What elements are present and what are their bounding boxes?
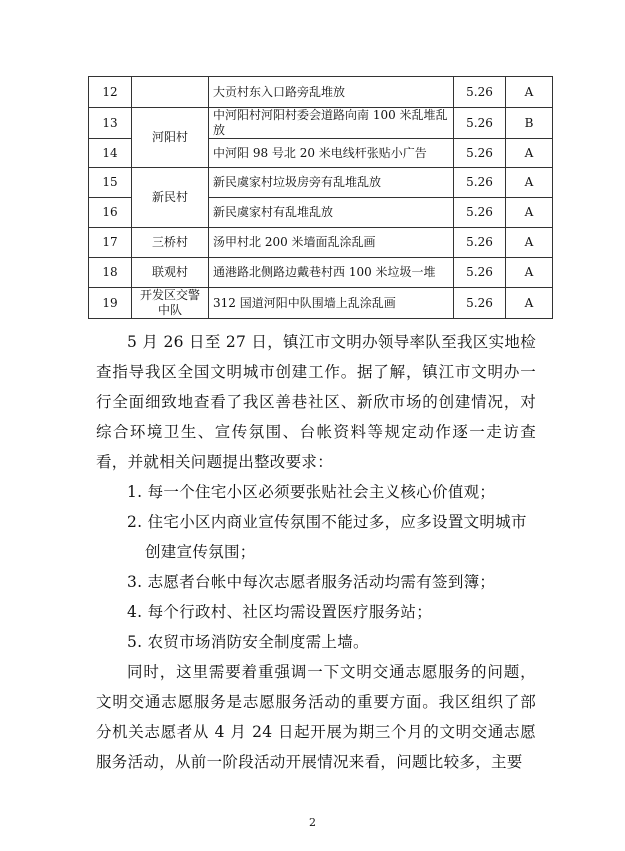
requirement-item-4: 4. 每个行政村、社区均需设置医疗服务站；: [127, 603, 433, 621]
row-number: 18: [89, 258, 132, 288]
level-cell: A: [506, 228, 553, 258]
village-cell: 新民村: [132, 168, 209, 228]
date-cell: 5.26: [454, 108, 506, 139]
issue-description: 中河阳村河阳村委会道路向南 100 米乱堆乱放: [209, 108, 454, 139]
row-number: 19: [89, 288, 132, 319]
table-row: [89, 228, 553, 258]
paragraph-traffic-volunteers: 同时，这里需要着重强调一下文明交通志愿服务的问题，文明交通志愿服务是志愿服务活动的重要方面。我区组织了部分机关志愿者从 4 月 24 日起开展为期三个月的文明交通志愿服务活动，从前一阶段活动开展情况来看，问题比较多，主要: [96, 663, 536, 771]
issue-description: 新民虞家村垃圾房旁有乱堆乱放: [209, 168, 454, 198]
level-cell: A: [506, 288, 553, 319]
date-cell: 5.26: [454, 228, 506, 258]
requirement-item-2: [96, 507, 536, 567]
date-cell: 5.26: [454, 258, 506, 288]
requirement-item-5: 5. 农贸市场消防安全制度需上墙。: [127, 633, 369, 651]
village-cell: 开发区交警中队: [132, 288, 209, 319]
requirement-item-2-line1: 2. 住宅小区内商业宣传氛围不能过多，应多设置文明城市: [127, 513, 527, 531]
row-number: 15: [89, 168, 132, 198]
date-cell: 5.26: [454, 198, 506, 228]
issue-description: 312 国道河阳中队围墙上乱涂乱画: [209, 288, 454, 319]
village-cell: 三桥村: [132, 228, 209, 258]
row-number: 17: [89, 228, 132, 258]
level-cell: B: [506, 108, 553, 139]
issue-description: 通港路北侧路边戴巷村西 100 米垃圾一堆: [209, 258, 454, 288]
table-row: [89, 108, 553, 139]
date-cell: 5.26: [454, 139, 506, 168]
issue-description: 新民虞家村有乱堆乱放: [209, 198, 454, 228]
table-row: [89, 77, 553, 108]
level-cell: A: [506, 258, 553, 288]
row-number: 13: [89, 108, 132, 139]
requirement-item-2-line2: 创建宣传氛围；: [145, 543, 256, 561]
level-cell: A: [506, 198, 553, 228]
level-cell: A: [506, 139, 553, 168]
issue-description: 大贡村东入口路旁乱堆放: [209, 77, 454, 108]
requirement-item-1: 1. 每一个住宅小区必须要张贴社会主义核心价值观；: [127, 483, 496, 501]
date-cell: 5.26: [454, 168, 506, 198]
date-cell: 5.26: [454, 77, 506, 108]
village-cell: 联观村: [132, 258, 209, 288]
table-row: [89, 288, 553, 319]
date-cell: 5.26: [454, 288, 506, 319]
page-number: 2: [309, 816, 316, 829]
issue-description: 中河阳 98 号北 20 米电线杆张贴小广告: [209, 139, 454, 168]
level-cell: A: [506, 168, 553, 198]
body-text: [96, 327, 536, 777]
village-cell: [132, 77, 209, 108]
paragraph-inspection: 5 月 26 日至 27 日，镇江市文明办领导率队至我区实地检查指导我区全国文明城市创建工作。据了解，镇江市文明办一行全面细致地查看了我区善巷社区、新欣市场的创建情况，对综合环境卫生、宣传氛围、台帐资料等规定动作逐一走访查看，并就相关问题提出整改要求：: [96, 333, 536, 471]
row-number: 16: [89, 198, 132, 228]
village-cell: 河阳村: [132, 108, 209, 168]
issues-table: [88, 76, 553, 319]
table-row: [89, 168, 553, 198]
row-number: 14: [89, 139, 132, 168]
table-row: [89, 258, 553, 288]
requirement-item-3: 3. 志愿者台帐中每次志愿者服务活动均需有签到簿；: [127, 573, 496, 591]
level-cell: A: [506, 77, 553, 108]
issue-description: 汤甲村北 200 米墙面乱涂乱画: [209, 228, 454, 258]
row-number: 12: [89, 77, 132, 108]
